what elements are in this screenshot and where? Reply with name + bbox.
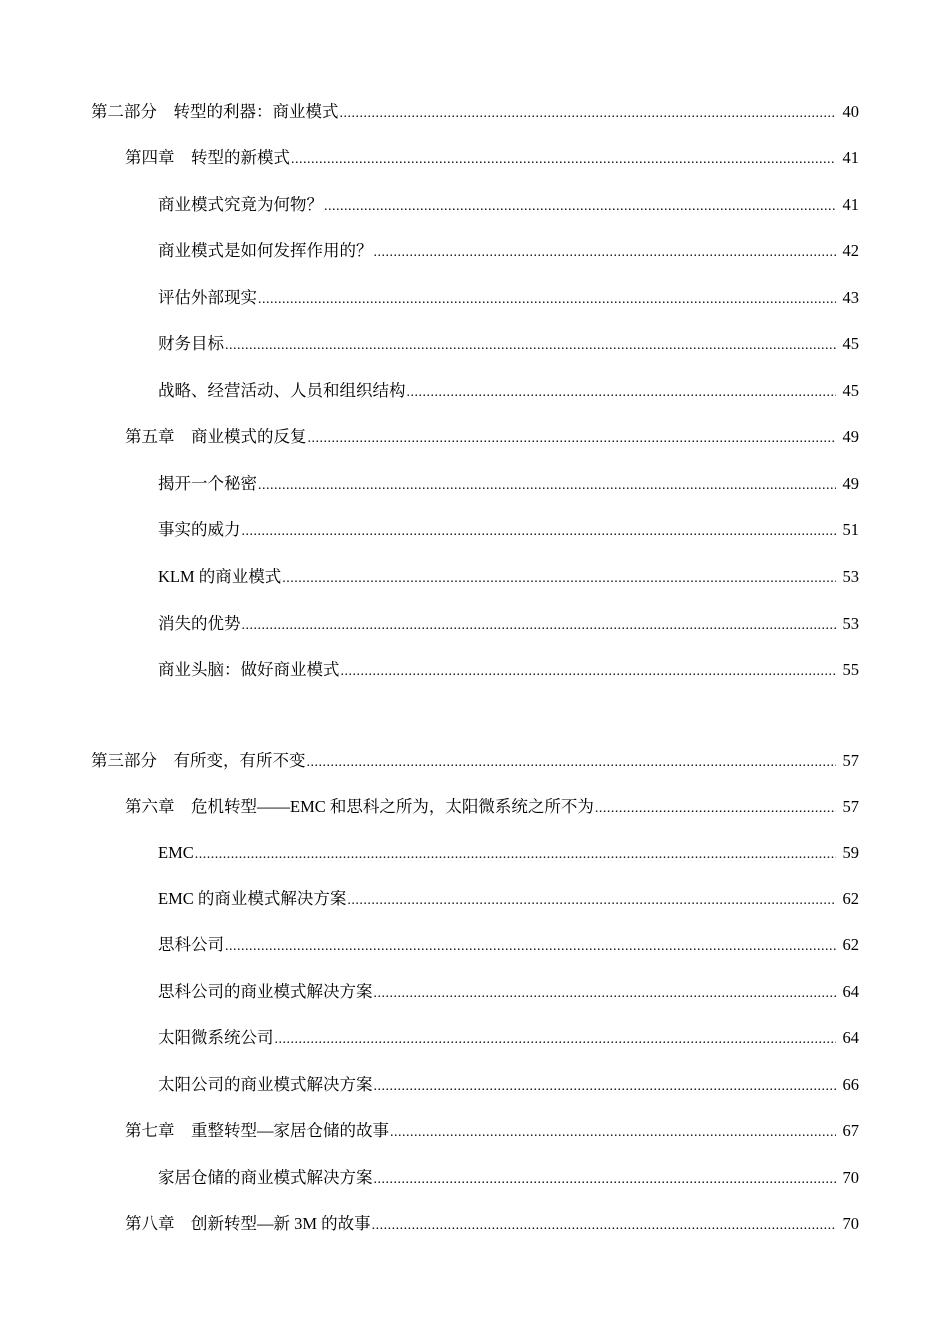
- toc-entry-title: 商业模式究竟为何物？: [158, 195, 323, 214]
- toc-entry-section[interactable]: [158, 934, 859, 956]
- toc-page-number: 64: [842, 1028, 859, 1047]
- toc-entry-title: 家居仓储的商业模式解决方案: [158, 1168, 373, 1187]
- dot-leader: [374, 242, 837, 264]
- toc-entry-section[interactable]: [158, 333, 859, 355]
- dot-leader: [242, 521, 837, 543]
- toc-entry-title: 商业头脑：做好商业模式: [158, 660, 340, 679]
- toc-page-number: 64: [842, 982, 859, 1001]
- toc-entry-title: 第四章 转型的新模式: [125, 148, 290, 167]
- dot-leader: [308, 428, 837, 450]
- toc-entry-title: 第二部分 转型的利器：商业模式: [91, 102, 339, 121]
- toc-entry-title: 事实的威力: [158, 520, 241, 539]
- toc-entry-title: 第七章 重整转型—家居仓储的故事: [125, 1121, 389, 1140]
- toc-entry-title: 评估外部现实: [158, 288, 257, 307]
- toc-entry-section[interactable]: [158, 519, 859, 541]
- toc-page-number: 41: [842, 148, 859, 167]
- toc-page-number: 43: [842, 288, 859, 307]
- toc-page-number: 45: [842, 381, 859, 400]
- toc-page-number: 70: [842, 1168, 859, 1187]
- toc-entry-section[interactable]: [158, 240, 859, 262]
- toc-entry-title: 第八章 创新转型—新 3M 的故事: [125, 1214, 371, 1233]
- toc-entry-section[interactable]: [158, 1027, 859, 1049]
- toc-entry-section[interactable]: [158, 287, 859, 309]
- toc-page-number: 57: [842, 797, 859, 816]
- dot-leader: [341, 661, 837, 683]
- dot-leader: [390, 1122, 836, 1144]
- dot-leader: [347, 890, 836, 912]
- dot-leader: [225, 335, 836, 357]
- toc-entry-title: 思科公司: [158, 935, 224, 954]
- toc-entry-section[interactable]: [158, 473, 859, 495]
- toc-entry-title: EMC 的商业模式解决方案: [158, 889, 347, 908]
- toc-entry-chapter[interactable]: [125, 426, 859, 448]
- toc-entry-title: 太阳微系统公司: [158, 1028, 274, 1047]
- toc-entry-chapter[interactable]: [125, 1213, 859, 1235]
- dot-leader: [407, 382, 837, 404]
- toc-page-number: 49: [842, 427, 859, 446]
- toc-entry-section[interactable]: [158, 659, 859, 681]
- dot-leader: [195, 844, 836, 866]
- toc-entry-section[interactable]: [158, 194, 859, 216]
- toc-entry-title: 商业模式是如何发挥作用的？: [158, 241, 373, 260]
- toc-entry-title: 太阳公司的商业模式解决方案: [158, 1075, 373, 1094]
- dot-leader: [340, 103, 837, 125]
- toc-page-number: 55: [842, 660, 859, 679]
- dot-leader: [324, 196, 836, 218]
- toc-page-number: 45: [842, 334, 859, 353]
- dot-leader: [374, 1076, 837, 1098]
- dot-leader: [258, 475, 836, 497]
- toc-page-number: 67: [842, 1121, 859, 1140]
- toc-page-number: 66: [842, 1075, 859, 1094]
- toc-entry-section[interactable]: [158, 613, 859, 635]
- toc-entry-section[interactable]: [158, 380, 859, 402]
- dot-leader: [372, 1215, 836, 1237]
- dot-leader: [595, 798, 836, 820]
- toc-page-number: 62: [842, 889, 859, 908]
- toc-entry-section[interactable]: [158, 888, 859, 910]
- toc-page-number: 70: [842, 1214, 859, 1233]
- toc-entry-section[interactable]: [158, 1167, 859, 1189]
- toc-entry-title: 揭开一个秘密: [158, 474, 257, 493]
- dot-leader: [291, 149, 836, 171]
- dot-leader: [307, 752, 837, 774]
- toc-entry-part[interactable]: [91, 101, 859, 123]
- toc-entry-title: 第三部分 有所变，有所不变: [91, 751, 306, 770]
- toc-page-number: 59: [842, 843, 859, 862]
- toc-entry-chapter[interactable]: [125, 796, 859, 818]
- toc-page-number: 62: [842, 935, 859, 954]
- toc-page-number: 49: [842, 474, 859, 493]
- dot-leader: [282, 568, 836, 590]
- toc-entry-title: KLM 的商业模式: [158, 567, 282, 586]
- dot-leader: [374, 983, 837, 1005]
- toc-entry-section[interactable]: [158, 842, 859, 864]
- toc-entry-section[interactable]: [158, 566, 859, 588]
- toc-entry-title: 第六章 危机转型——EMC 和思科之所为，太阳微系统之所不为: [125, 797, 594, 816]
- toc-page-number: 57: [842, 751, 859, 770]
- toc-entry-title: EMC: [158, 843, 194, 862]
- toc-entry-part[interactable]: [91, 750, 859, 772]
- dot-leader: [225, 936, 836, 958]
- toc-entry-chapter[interactable]: [125, 147, 859, 169]
- toc-page-number: 53: [842, 567, 859, 586]
- dot-leader: [374, 1169, 837, 1191]
- toc-entry-title: 思科公司的商业模式解决方案: [158, 982, 373, 1001]
- dot-leader: [275, 1029, 837, 1051]
- toc-entry-chapter[interactable]: [125, 1120, 859, 1142]
- toc-entry-title: 财务目标: [158, 334, 224, 353]
- toc-page-number: 51: [842, 520, 859, 539]
- toc-page-number: 40: [842, 102, 859, 121]
- toc-entry-title: 消失的优势: [158, 614, 241, 633]
- toc-entry-title: 第五章 商业模式的反复: [125, 427, 307, 446]
- dot-leader: [258, 289, 836, 311]
- toc-page-number: 41: [842, 195, 859, 214]
- toc-page-number: 53: [842, 614, 859, 633]
- toc-page-number: 42: [842, 241, 859, 260]
- toc-entry-title: 战略、经营活动、人员和组织结构: [158, 381, 406, 400]
- toc-entry-section[interactable]: [158, 981, 859, 1003]
- toc-entry-section[interactable]: [158, 1074, 859, 1096]
- dot-leader: [242, 615, 837, 637]
